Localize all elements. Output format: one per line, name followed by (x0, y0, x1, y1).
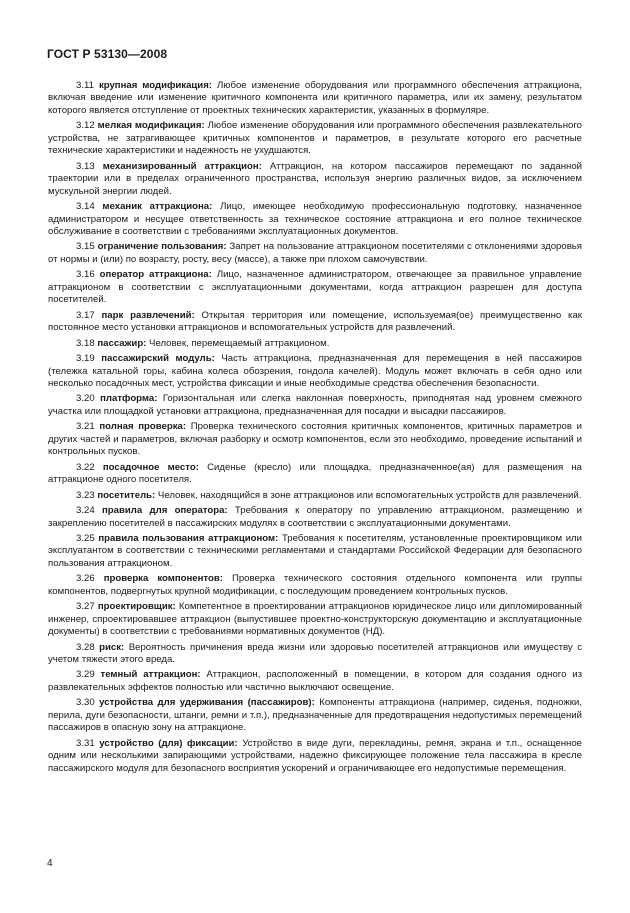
clause-number: 3.12 (76, 120, 95, 132)
definition-entry (48, 241, 582, 266)
defined-term: риск: (99, 641, 125, 653)
definition-entry (48, 601, 582, 638)
definition-entry (48, 161, 582, 198)
definition-text: Запрет на пользование аттракционом посетителями с отклонениями здоровья от нормы и (или) по возрасту, росту, весу (массе), а также при плохом самочувствии. (48, 241, 582, 265)
definition-text: Устройство в виде дуги, перекладины, ремня, экрана и т.п., оснащенное одним или несколькими запирающими устройствами, надежно фиксирующее положение тела пассажира в кресле пассажирского модуля для безопасного восприятия ускорений и ограничивающее его недопустимые перемещения. (48, 737, 583, 774)
clause-number: 3.22 (76, 461, 95, 473)
clause-number: 3.18 (76, 337, 95, 349)
definition-entry (48, 338, 582, 350)
definition-entry (48, 573, 582, 598)
clause-number: 3.16 (76, 269, 95, 281)
definition-entry (48, 421, 582, 458)
defined-term: устройства для удерживания (пассажиров): (99, 697, 315, 709)
clause-number: 3.20 (76, 393, 95, 405)
clause-number: 3.25 (76, 532, 95, 544)
clause-number: 3.14 (76, 201, 95, 213)
definition-text: Компетентное в проектировании аттракционов юридическое лицо или дипломированный инженер, спроектировавшее аттракцион (выпустившее проектно-конструкторскую документацию и эксплуатационные документы) в соответствии с требованиями нормативных документов (НД). (48, 601, 583, 638)
definition-entry (48, 490, 582, 502)
definition-text: Открытая территория или помещение, используемая(ое) преимущественно как постоянное место установки аттракционов и вспомогательных устройств для развлечений. (48, 309, 582, 334)
clause-number: 3.27 (76, 601, 95, 613)
clause-number: 3.23 (76, 489, 95, 501)
page-number: 4 (47, 858, 53, 869)
clause-number: 3.31 (76, 737, 95, 749)
clause-number: 3.24 (76, 505, 95, 517)
defined-term: мелкая модификация: (97, 120, 205, 132)
definition-text: Лицо, назначенное администратором, отвечающее за правильное управление аттракционом в соответствии с эксплуатационными документами, когда аттракцион разрешен для доступа посетителей. (48, 269, 583, 306)
defined-term: оператор аттракциона: (99, 269, 212, 281)
clause-number: 3.26 (76, 573, 95, 585)
definition-entry (48, 669, 582, 694)
clause-number: 3.15 (76, 241, 95, 253)
defined-term: посетитель: (97, 489, 156, 501)
defined-term: правила для оператора: (102, 505, 228, 517)
definition-text: Любое изменение оборудования или программного обеспечения развлекательного устройства, не затрагивающее критичных компонентов и параметров, в результате которого его расчетные технические характеристики и надежность не ухудшаются. (48, 120, 582, 157)
definition-text: Проверка технического состояния критичных компонентов, критичных параметров и других частей и параметров, включая разборку и осмотр компонентов, если это необходимо, проведение испытаний и контрольных пусков. (48, 421, 583, 458)
definition-text: Человек, находящийся в зоне аттракционов или вспомогательных устройств для развлечений. (157, 489, 582, 501)
clause-number: 3.13 (76, 160, 95, 172)
definition-entry (48, 738, 582, 775)
definition-text: Аттракцион, расположенный в помещении, в котором для создания одного из развлекательных эффектов полностью или частично выключают освещение. (48, 669, 582, 693)
defined-term: механик аттракциона: (102, 201, 213, 213)
definition-entry (48, 310, 582, 335)
definition-entry (48, 269, 582, 306)
definition-text: Проверка технического состояния отдельного компонента или группы компонентов, подвергнутых крупной модификации, с последующим проведением контрольных пусков. (48, 573, 583, 597)
clause-number: 3.21 (76, 421, 95, 433)
defined-term: устройство (для) фиксации: (99, 737, 238, 749)
definition-text: Лицо, имеющее необходимую профессиональную подготовку, назначенное администратором и несущее ответственность за техническое состояние аттракциона и его полное техническое обслуживание в соответствии с требованиями эксплуатационных документов. (48, 201, 582, 237)
definition-entry (48, 80, 582, 117)
defined-term: парк развлечений: (101, 309, 195, 321)
definition-entry (48, 393, 582, 418)
defined-term: полная проверка: (99, 421, 187, 433)
definition-text: Аттракцион, на котором пассажиров перемещают по заданной траектории или в пределах ограниченного пространства, используя энергию различных видов, за исключением мускульной энергии людей. (48, 160, 583, 197)
defined-term: проектировщик: (97, 601, 176, 613)
clause-number: 3.28 (76, 641, 95, 653)
defined-term: правила пользования аттракционом: (98, 532, 279, 544)
clause-number: 3.11 (76, 80, 94, 91)
definition-text: Требования к посетителям, установленные проектировщиком или эксплуатантом в соответствии с техническими регламентами и стандартами Российской Федерации для безопасного пользования аттракционом. (48, 532, 583, 569)
definition-entry (48, 533, 582, 570)
definition-text: Сиденье (кресло) или площадка, предназначенное(ая) для размещения на аттракционе одного посетителя. (48, 461, 582, 486)
defined-term: посадочное место: (102, 461, 199, 473)
definition-text: Требования к оператору по управлению аттракционом, размещению и закреплению посетителей в пассажирских модулях в соответствии с эксплуатационными документами. (48, 505, 583, 529)
definition-text: Часть аттракциона, предназначенная для перемещения в ней пассажиров (тележка катальной горы, кабина колеса обозрения, гондола качелей). Модуль может включать в себя одно или несколько посадочных мест, устройства фиксации и иные необходимые средства обеспечения безопасности. (48, 353, 582, 389)
definition-entry (48, 120, 582, 157)
definition-entry (48, 642, 582, 667)
definition-text: Горизонтальная или слегка наклонная поверхность, приподнятая над уровнем смежного участка или площадкой установки аттракциона, предназначенная для посадки и высадки пассажиров. (48, 393, 582, 417)
document-header: ГОСТ Р 53130—2008 (47, 47, 168, 61)
definition-text: Любое изменение оборудования или программного обеспечения аттракциона, включая введение или изменение критичного компонента или критичного параметра, или их замену, результатом которого является отступление от проектных технических характеристик, указанных в формуляре. (48, 80, 582, 116)
clause-number: 3.29 (76, 669, 95, 681)
defined-term: пассажирский модуль: (101, 353, 215, 365)
definition-entry (48, 353, 582, 390)
definition-text: Вероятность причинения вреда жизни или здоровью посетителей аттракционов или имуществу с учетом тяжести этого вреда. (48, 641, 582, 666)
definitions-list (48, 80, 582, 778)
defined-term: крупная модификация: (98, 80, 212, 91)
definition-entry (48, 462, 582, 487)
definition-entry (48, 697, 582, 734)
definition-text: Компоненты аттракциона (например, сиденья, подножки, перила, дуги безопасности, штанги, ремни и т.п.), предназначенные для предотвращения недопустимых перемещений пассажиров в опасную зону на аттракционе. (48, 697, 582, 734)
definition-entry (48, 201, 582, 238)
clause-number: 3.19 (76, 353, 95, 365)
defined-term: проверка компонентов: (103, 573, 223, 585)
defined-term: ограничение пользования: (97, 241, 227, 253)
definition-text: Человек, перемещаемый аттракционом. (149, 337, 330, 349)
defined-term: пассажир: (97, 337, 147, 349)
defined-term: механизированный аттракцион: (102, 160, 262, 172)
clause-number: 3.17 (76, 309, 95, 321)
defined-term: темный аттракцион: (100, 669, 201, 681)
clause-number: 3.30 (76, 697, 95, 709)
definition-entry (48, 505, 582, 530)
defined-term: платформа: (100, 393, 158, 405)
